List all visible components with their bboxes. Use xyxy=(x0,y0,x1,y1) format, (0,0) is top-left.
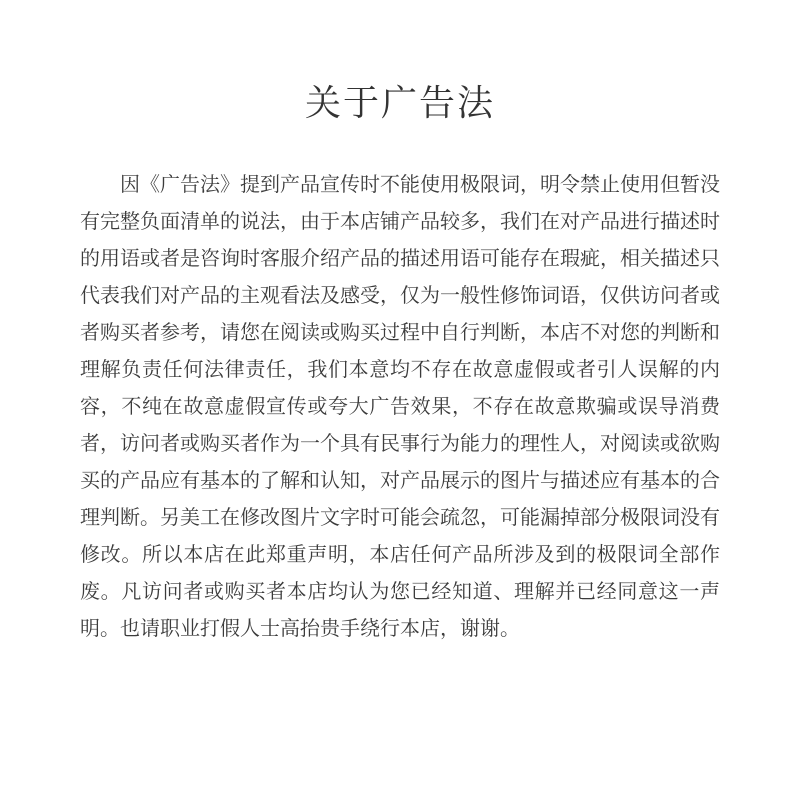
page-title: 关于广告法 xyxy=(304,83,495,125)
notice-paragraph: 因《广告法》提到产品宣传时不能使用极限词，明令禁止使用但暂没有完整负面清单的说法，由于本店铺产品较多，我们在对产品进行描述时的用语或者是咨询时客服介绍产品的描述用语可能存在瑕疵，相关描述只代表我们对产品的主观看法及感受，仅为一般性修饰词语，仅供访问者或者购买者参考，请您在阅读或购买过程中自行判断，本店不对您的判断和理解负责任何法律责任，我们本意均不存在故意虚假或者引人误解的内容，不纯在故意虚假宣传或夸大广告效果，不存在故意欺骗或误导消费者，访问者或购买者作为一个具有民事行为能力的理性人，对阅读或欲购买的产品应有基本的了解和认知，对产品展示的图片与描述应有基本的合理判断。另美工在修改图片文字时可能会疏忽，可能漏掉部分极限词没有修改。所以本店在此郑重声明，本店任何产品所涉及到的极限词全部作废。凡访问者或购买者本店均认为您已经知道、理解并已经同意这一声明。也请职业打假人士高抬贵手绕行本店，谢谢。 xyxy=(80,172,720,640)
